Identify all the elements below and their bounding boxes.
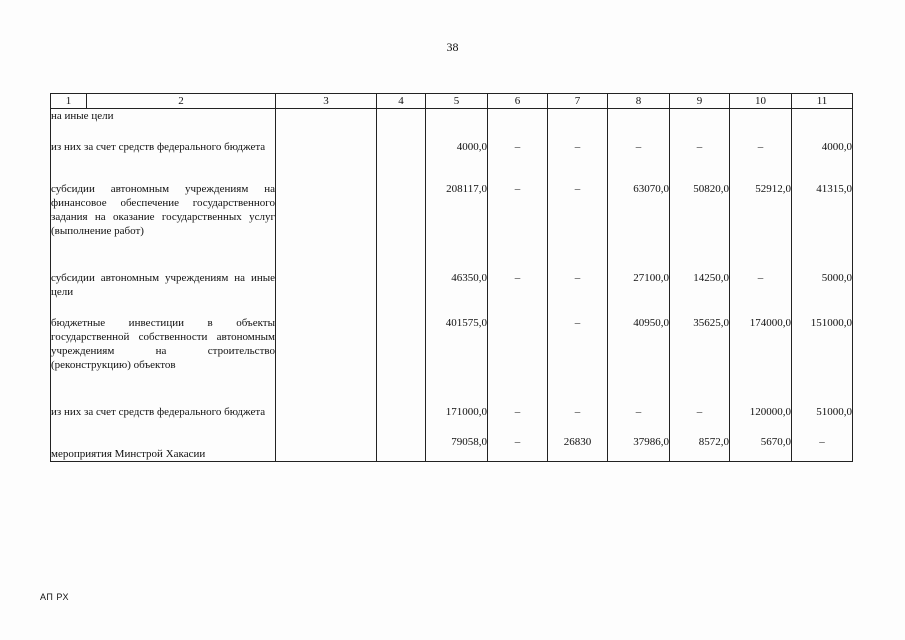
table-cell	[276, 140, 377, 182]
table-cell: –	[670, 405, 730, 435]
table-cell: 27100,0	[608, 271, 670, 316]
table-cell: –	[548, 140, 608, 182]
table-cell: –	[548, 182, 608, 271]
table-cell	[377, 109, 426, 140]
table-cell	[488, 109, 548, 140]
table-row	[51, 405, 853, 435]
table-cell: –	[488, 140, 548, 182]
table-cell: –	[730, 271, 792, 316]
column-header: 6	[488, 94, 548, 109]
table-cell	[377, 405, 426, 435]
table-cell	[488, 316, 548, 405]
table-cell	[730, 109, 792, 140]
row-description: из них за счет средств федерального бюджета	[51, 140, 276, 182]
table-header-row	[51, 94, 853, 109]
table-cell	[426, 109, 488, 140]
column-header: 4	[377, 94, 426, 109]
table-cell: –	[608, 140, 670, 182]
table-row	[51, 109, 853, 140]
table-cell: –	[670, 140, 730, 182]
column-header: 2	[87, 94, 276, 109]
table-cell	[276, 405, 377, 435]
table-cell	[276, 316, 377, 405]
table-row	[51, 316, 853, 405]
table-cell: 51000,0	[792, 405, 853, 435]
table-row	[51, 435, 853, 462]
table-cell	[377, 316, 426, 405]
table-cell	[377, 140, 426, 182]
table-cell: –	[488, 271, 548, 316]
row-description: бюджетные инвестиции в объекты государственной собственности автономным учреждениям на строительство (реконструкцию) объектов	[51, 316, 276, 405]
row-description: субсидии автономным учреждениям на финансовое обеспечение государственного задания на оказание государственных услуг (выполнение работ)	[51, 182, 276, 271]
table-cell: –	[488, 405, 548, 435]
table-cell	[377, 435, 426, 462]
column-header: 3	[276, 94, 377, 109]
row-description: на иные цели	[51, 109, 276, 140]
table-cell: 171000,0	[426, 405, 488, 435]
table-cell	[276, 435, 377, 462]
table-cell: 4000,0	[792, 140, 853, 182]
table-cell: 46350,0	[426, 271, 488, 316]
column-header: 5	[426, 94, 488, 109]
table-row	[51, 271, 853, 316]
column-header: 7	[548, 94, 608, 109]
row-description: субсидии автономным учреждениям на иные цели	[51, 271, 276, 316]
column-header: 11	[792, 94, 853, 109]
row-description: мероприятия Минстрой Хакасии	[51, 435, 276, 462]
table-cell	[276, 109, 377, 140]
row-description: из них за счет средств федерального бюджета	[51, 405, 276, 435]
table-cell: –	[548, 271, 608, 316]
table-cell: 208117,0	[426, 182, 488, 271]
table-cell	[792, 109, 853, 140]
table-cell: –	[608, 405, 670, 435]
table-cell: 40950,0	[608, 316, 670, 405]
table-cell: 41315,0	[792, 182, 853, 271]
column-header: 1	[51, 94, 87, 109]
table-cell	[377, 182, 426, 271]
table-row	[51, 140, 853, 182]
table-cell: 4000,0	[426, 140, 488, 182]
column-header: 10	[730, 94, 792, 109]
table-cell: –	[792, 435, 853, 462]
table-row	[51, 182, 853, 271]
archive-stamp: АП РХ	[40, 592, 69, 602]
table-cell: 8572,0	[670, 435, 730, 462]
table-cell	[377, 271, 426, 316]
table-cell	[276, 271, 377, 316]
table-cell	[548, 109, 608, 140]
table-cell: –	[730, 140, 792, 182]
table-cell: 151000,0	[792, 316, 853, 405]
table-cell: 35625,0	[670, 316, 730, 405]
table-cell	[670, 109, 730, 140]
table-cell: 63070,0	[608, 182, 670, 271]
table-cell: 52912,0	[730, 182, 792, 271]
table-cell: –	[488, 435, 548, 462]
table-cell: –	[548, 405, 608, 435]
table-cell: –	[488, 182, 548, 271]
table-cell: 79058,0	[426, 435, 488, 462]
table-cell	[276, 182, 377, 271]
table-cell: 37986,0	[608, 435, 670, 462]
budget-table	[50, 93, 853, 462]
table-cell: 174000,0	[730, 316, 792, 405]
column-header: 9	[670, 94, 730, 109]
table-cell: 50820,0	[670, 182, 730, 271]
table-cell: 401575,0	[426, 316, 488, 405]
table-cell: 5670,0	[730, 435, 792, 462]
table-cell: 26830	[548, 435, 608, 462]
column-header: 8	[608, 94, 670, 109]
table-cell: 120000,0	[730, 405, 792, 435]
table-cell: 14250,0	[670, 271, 730, 316]
table-cell: –	[548, 316, 608, 405]
table-cell	[608, 109, 670, 140]
page-number: 38	[446, 40, 459, 54]
table-cell: 5000,0	[792, 271, 853, 316]
